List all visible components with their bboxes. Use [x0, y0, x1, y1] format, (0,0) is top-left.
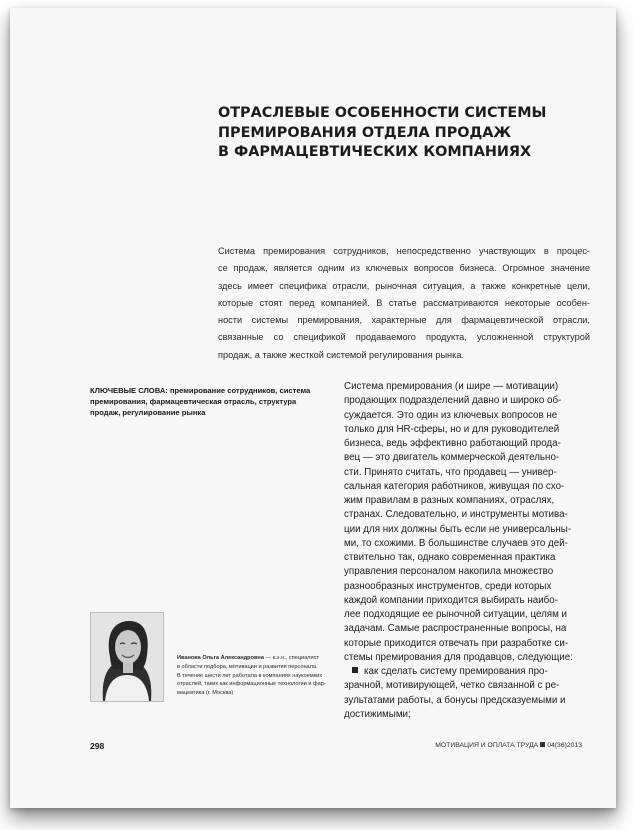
- body-line: стемы премирования для продавцов, следующие:: [344, 651, 573, 663]
- body-line: сти. Принято считать, что продавец — универ-: [344, 466, 557, 478]
- square-separator-icon: [540, 742, 545, 747]
- bullet-line: как сделать систему премирования про-: [364, 666, 548, 677]
- author-line: мацевтика (г. Москва): [177, 690, 234, 697]
- body-line: разнообразных инструментов, среди которых: [344, 580, 552, 592]
- author-photo: [90, 612, 164, 702]
- body-line: жим правилам в разных компаниях, отраслях,: [344, 495, 555, 506]
- abstract-line: здесь имеет специфика отрасли, рыночная ситуация, а также конкретные цели,: [218, 280, 590, 291]
- journal-page: [10, 8, 616, 808]
- body-line: бизнеса, ведь эффективно работающий прода-: [344, 438, 561, 449]
- bullet-item: [344, 665, 588, 679]
- abstract-line: ности системы премирования, характерные для фармацевтической отрасли,: [218, 315, 590, 326]
- body-line: вец — это двигатель коммерческой деятельно-: [344, 452, 560, 464]
- body-line: суждается. Это один из ключевых вопросов не: [344, 409, 558, 421]
- author-line: [177, 654, 342, 663]
- title-line: ПРЕМИРОВАНИЯ ОТДЕЛА ПРОДАЖ: [218, 124, 512, 141]
- author-name: Иванова Ольга Александровна: [177, 655, 264, 661]
- author-degree: — к.э.н., специалист: [263, 655, 319, 661]
- title-line: ОТРАСЛЕВЫЕ ОСОБЕННОСТИ СИСТЕМЫ: [218, 105, 547, 121]
- author-portrait-icon: [91, 613, 163, 701]
- abstract-line: Система премирования сотрудников, непосредственно участвующих в процес-: [218, 246, 590, 256]
- body-line: каждой компании приходится выбирать наибо-: [344, 594, 558, 606]
- body-line: ции для них должны быть если не универсальны-: [344, 523, 572, 535]
- abstract-line: которые стоят перед компанией. В статье рассматриваются некоторые особен-: [218, 297, 590, 308]
- bullet-line: зультатами работы, а бонусы предсказуемыми и: [344, 694, 566, 706]
- author-info: [177, 654, 342, 698]
- bullet-line: зрачной, мотивирующей, четко связанной с ре-: [344, 680, 560, 692]
- body-line: ми, то схожими. В большинстве случаев это дей-: [344, 537, 568, 549]
- keywords-block: [90, 385, 325, 419]
- author-line: отраслей, таких как информационные технологии и фар-: [177, 681, 326, 688]
- journal-name: МОТИВАЦИЯ И ОПЛАТА ТРУДА: [435, 742, 539, 749]
- body-line: сальная категория работников, живущая по схо-: [344, 480, 565, 492]
- page-number: 298: [90, 741, 105, 751]
- title-line: В ФАРМАЦЕВТИЧЕСКИХ КОМПАНИЯХ: [218, 144, 532, 160]
- body-line: продающих подразделений давно и широко об-: [344, 395, 562, 407]
- body-line: ствительно так, однако современная практика: [344, 552, 556, 563]
- abstract-line: продаж, а также жесткой системой регулирования рынка.: [218, 349, 465, 360]
- body-line: странах. Следовательно, и инструменты мотива-: [344, 509, 568, 521]
- article-body: [344, 380, 588, 722]
- abstract-line: связанные со спецификой продаваемого продукта, усложненной структурой: [218, 332, 590, 343]
- square-bullet-icon: [352, 667, 358, 673]
- article-title: [218, 104, 598, 163]
- author-line: в области подбора, мотивации и развития персонала.: [177, 663, 318, 670]
- keywords-line: премирования, фармацевтическая отрасль, структура: [90, 397, 297, 407]
- body-line: задачам. Самые распространенные вопросы, на: [344, 623, 567, 635]
- journal-issue: 04(36)2013: [547, 742, 582, 749]
- article-abstract: [218, 243, 590, 364]
- body-line: лее подходящие ее рыночной ситуации, целям и: [344, 609, 568, 620]
- body-line: Система премирования (и шире — мотивации): [344, 381, 559, 392]
- body-line: управления персоналом накопила множество: [344, 566, 554, 578]
- author-line: В течение шести лет работала в компаниях наукоемких: [177, 672, 323, 679]
- journal-footer: [435, 742, 582, 749]
- keywords-line: продаж, регулирование рынка: [90, 408, 206, 418]
- bullet-line: достижимыми;: [344, 708, 411, 720]
- body-line: только для HR-сферы, но и для руководителей: [344, 423, 560, 435]
- abstract-line: се продаж, является одним из ключевых вопросов бизнеса. Огромное значение: [218, 263, 590, 274]
- keywords-line: КЛЮЧЕВЫЕ СЛОВА: премирование сотрудников, система: [90, 386, 311, 395]
- body-line: которые приходится отвечать при разработке си-: [344, 637, 569, 649]
